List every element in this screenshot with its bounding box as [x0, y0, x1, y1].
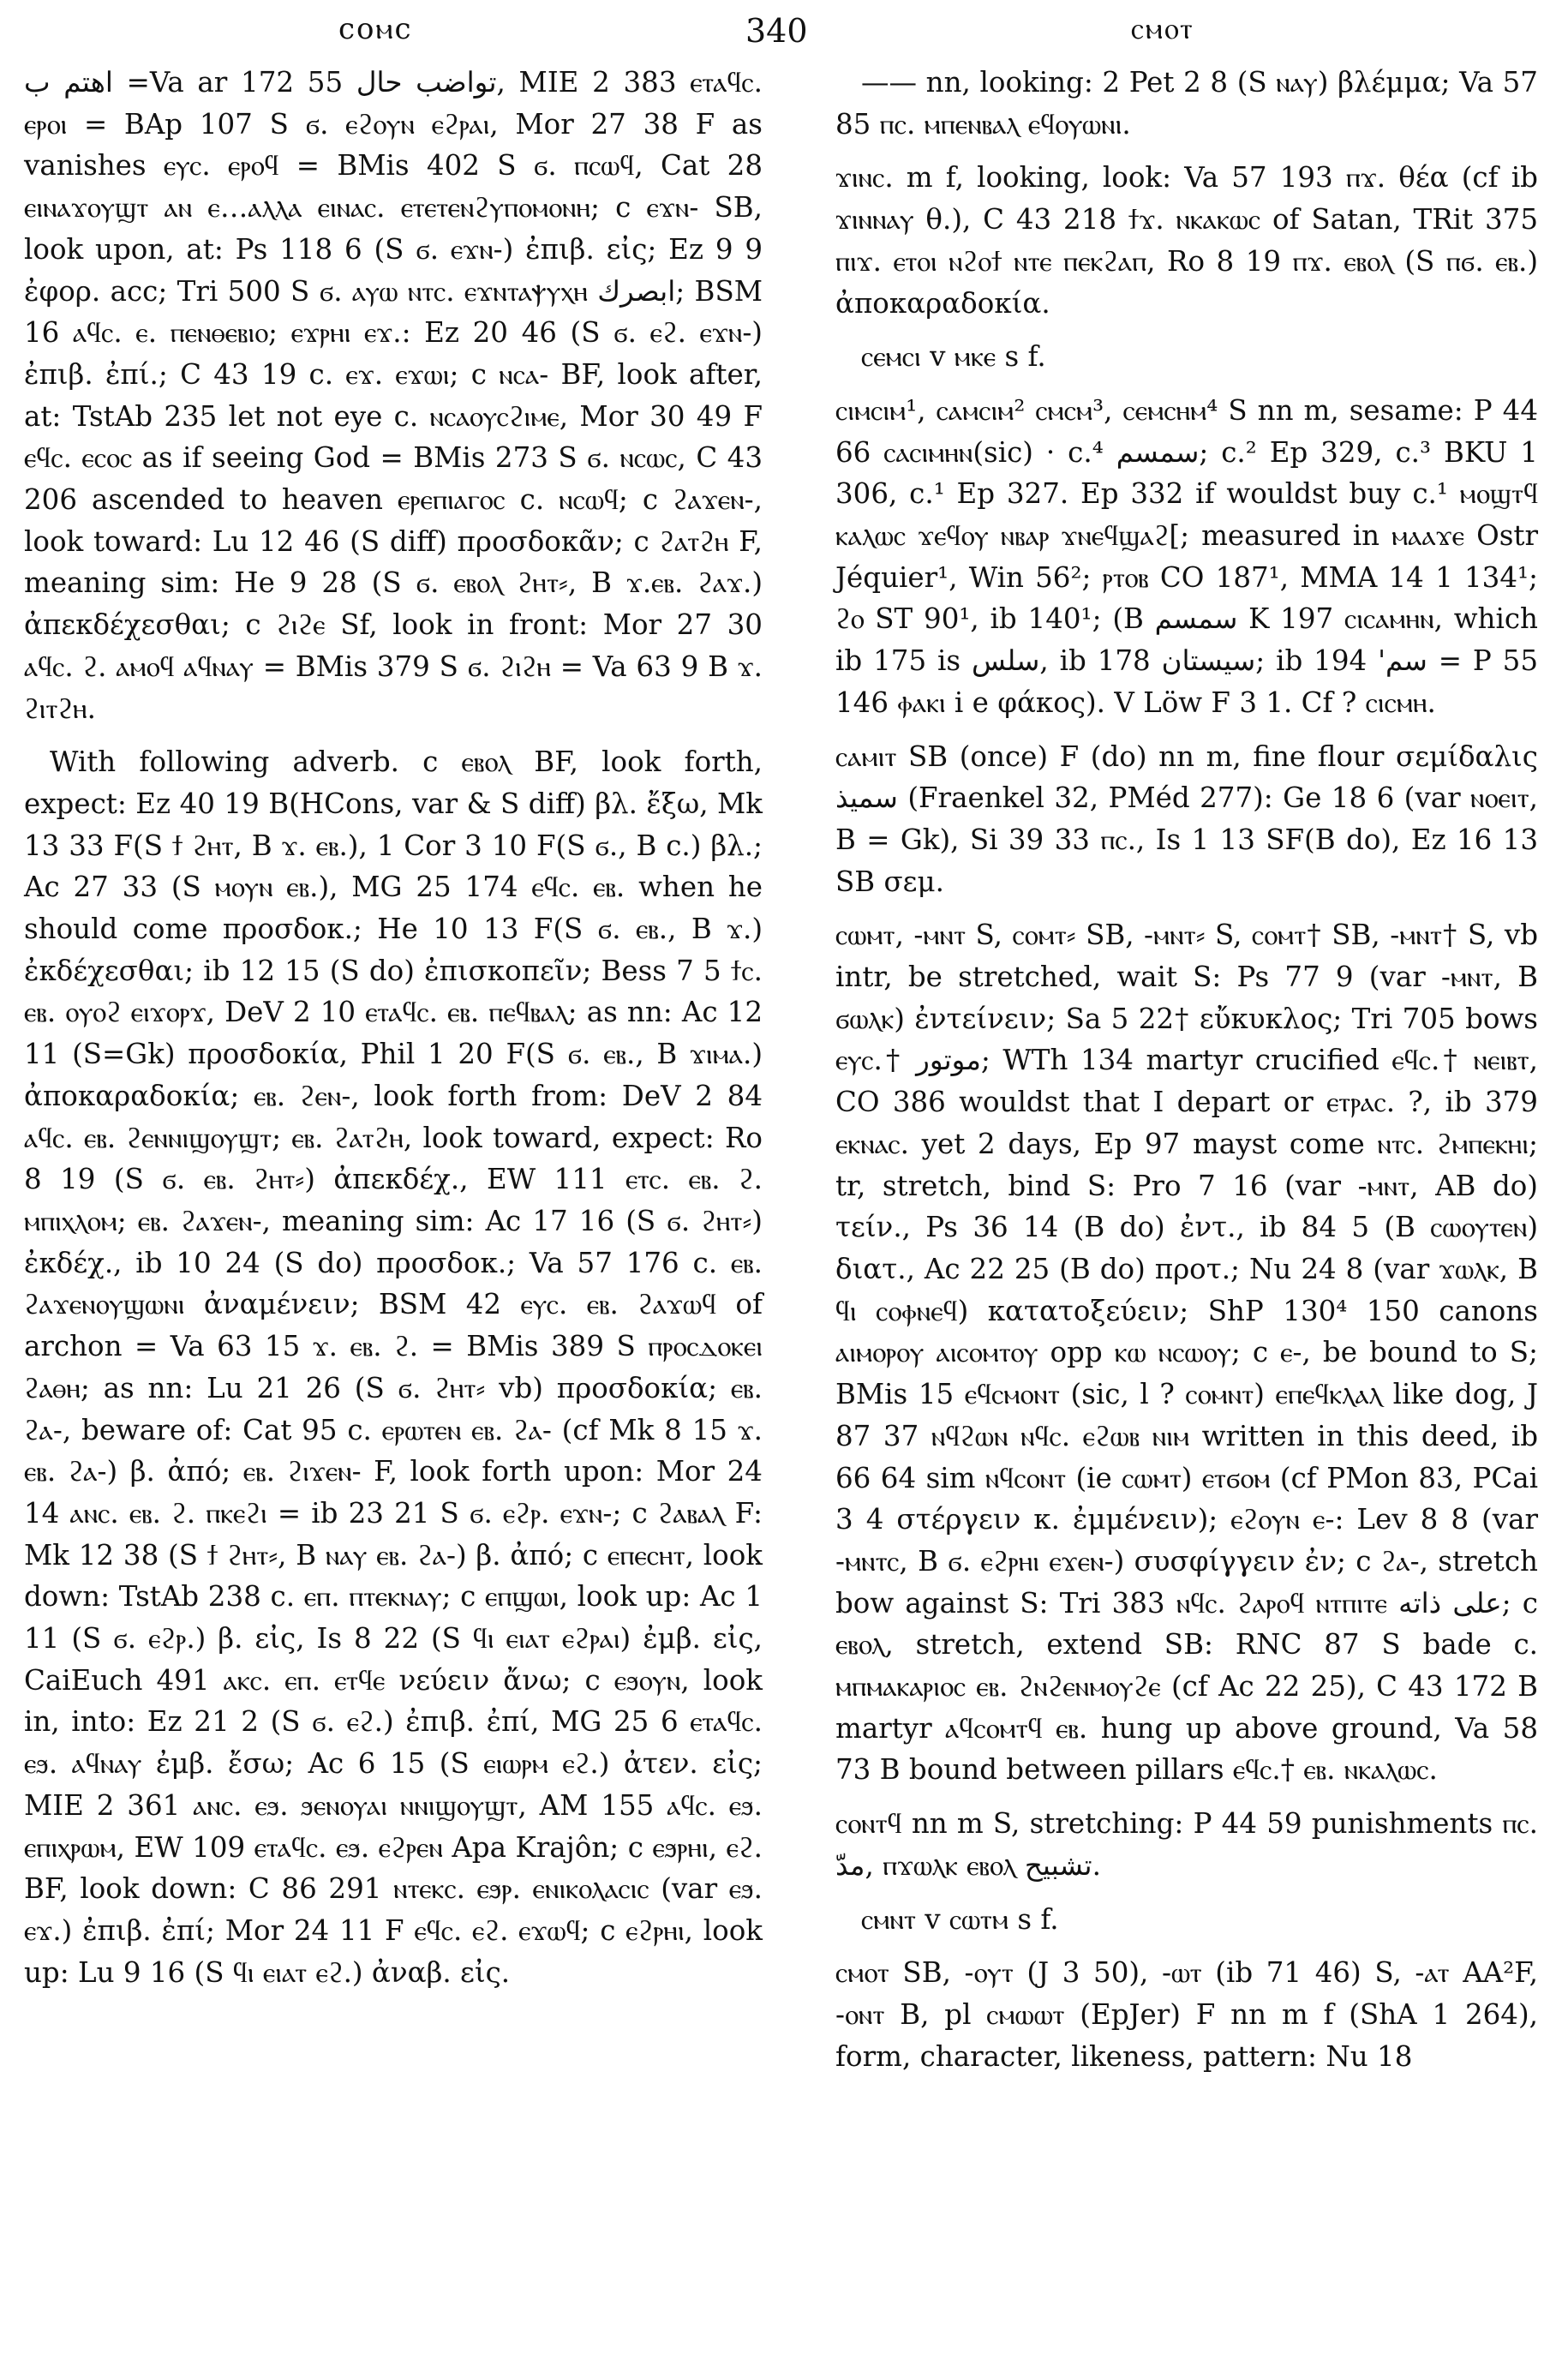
entry-paragraph: ⲥⲙⲟⲧ SB, -ⲟⲩⲧ (J 3 50), -ⲱⲧ (ib 71 46) S, -ⲁⲧ AA²F, -ⲟⲛⲧ B, pl ⲥⲙⲱⲱⲧ (EpJer) F nn m f (ShA 1 264), form, character, likeness, pattern: Nu 18: [835, 1956, 1538, 2073]
entry-paragraph: اهتم ب =Va ar 172 55 تواضب حال, MIE 2 383 ⲉⲧⲁϥⲥ. ⲉⲣⲟⲓ = BAp 107 S ϭ. ⲉϩⲟⲩⲛ ⲉϩⲣⲁⲓ, Mor 27 38 F as vanishes ⲉⲩⲥ. ⲉⲣⲟϥ = BMis 402 S ϭ. ⲡⲥⲱϥ, Cat 28 ⲉⲓⲛⲁϫⲟⲩϣⲧ ⲁⲛ ⲉ…ⲁⲗⲗⲁ ⲉⲓⲛⲁⲥ. ⲉⲧⲉⲧⲉⲛϩⲩⲡⲟⲙⲟⲛⲏ; c ⲉϫⲛ- SB, look upon, at: Ps 118 6 (S ϭ. ⲉϫⲛ-) ἐπιβ. εἰς; Ez 9 9 ἐφορ. acc; Tri 500 S ϭ. ⲁⲩⲱ ⲛⲧⲥ. ⲉϫⲛⲧⲁⲯⲩⲭⲏ ابصرك; BSM 16 ⲁϥⲥ. ⲉ. ⲡⲉⲛⲑⲉⲃⲓⲟ; ⲉϫⲣⲏⲓ ⲉϫ.: Ez 20 46 (S ϭ. ⲉϩ. ⲉϫⲛ-) ἐπιβ. ἐπί.; C 43 19 c. ⲉϫ. ⲉϫⲱⲓ; c ⲛⲥⲁ- BF, look after, at: TstAb 235 let not eye c. ⲛⲥⲁⲟⲩⲥϩⲓⲙⲉ, Mor 30 49 F ⲉϥⲥ. ⲉⲥⲟⲥ as if seeing God = BMis 273 S ϭ. ⲛⲥⲱⲥ, C 43 206 ascended to heaven ⲉⲣⲉⲡⲓⲁⲅⲟⲥ c. ⲛⲥⲱϥ; c ϩⲁϫⲉⲛ-, look toward: Lu 12 46 (S diff) προσδοκᾶν; c ϩⲁⲧϩⲏ F, meaning sim: He 9 28 (S ϭ. ⲉⲃⲟⲗ ϩⲏⲧ⸗, B ϫ.ⲉⲃ. ϩⲁϫ.) ἀπεκδέχεσθαι; c ϩⲓϩⲉ Sf, look in front: Mor 27 30 ⲁϥⲥ. ϩ. ⲁⲙⲟϥ ⲁϥⲛⲁⲩ = BMis 379 S ϭ. ϩⲓϩⲏ = Va 63 9 B ϫ. ϩⲓⲧϩⲏ.: [24, 66, 763, 725]
entry-paragraph: —— nn, looking: 2 Pet 2 8 (S ⲛⲁⲩ) βλέμμα; Va 57 85 ⲡⲥ. ⲙⲡⲉⲛⲃⲁⲗ ⲉϥⲟⲩⲱⲛⲓ.: [835, 66, 1538, 141]
entry-paragraph: ⲥⲟⲛⲧϥ nn m S, stretching: P 44 59 punishments ⲡⲥ. مدّ, ⲡϫⲱⲗⲕ ⲉⲃⲟⲗ تشبيح.: [835, 1807, 1538, 1882]
page-number: 340: [745, 12, 808, 50]
entry-paragraph: ⲥⲱⲙⲧ, -ⲙⲛⲧ S, ⲥⲟⲙⲧ⸗ SB, -ⲙⲛⲧ⸗ S, ⲥⲟⲙⲧ† SB, -ⲙⲛⲧ† S, vb intr, be stretched, wait S: Ps 77 9 (var -ⲙⲛⲧ, B ϭⲱⲗⲕ) ἐντείνειν; Sa 5 22† εὔκυκλος; Tri 705 bows ⲉⲩⲥ.† موتور; WTh 134 martyr crucified ⲉϥⲥ.† ⲛⲉⲓⲃⲧ, CO 386 wouldst that I depart or ⲉⲧⲣⲁⲥ. ?, ib 379 ⲉⲕⲛⲁⲥ. yet 2 days, Ep 97 mayst come ⲛⲧⲥ. ϩⲙⲡⲉⲕⲏⲓ; tr, stretch, bind S: Pro 7 16 (var -ⲙⲛⲧ, AB do) τείν., Ps 36 14 (B do) ἐντ., ib 84 5 (B ⲥⲱⲟⲩⲧⲉⲛ) διατ., Ac 22 25 (B do) προτ.; Nu 24 8 (var ϫⲱⲗⲕ, B ϥⲓ ⲥⲟⲫⲛⲉϥ) κατατοξεύειν; ShP 130⁴ 150 canons ⲁⲓⲙⲟⲣⲟⲩ ⲁⲓⲥⲟⲙⲧⲟⲩ opp ⲕⲱ ⲛⲥⲱⲟⲩ; c ⲉ-, be bound to S; BMis 15 ⲉϥⲥⲙⲟⲛⲧ (sic, l ? ⲥⲟⲙⲛⲧ) ⲉⲡⲉϥⲕⲗⲁⲗ like dog, J 87 37 ⲛϥϩⲱⲛ ⲛϥⲥ. ⲉϩⲱⲃ ⲛⲓⲙ written in this deed, ib 66 64 sim ⲛϥⲥⲟⲛⲧ (ie ⲥⲱⲙⲧ) ⲉⲧϭⲟⲙ (cf PMon 83, PCai 3 4 στέργειν κ. ἐμμένειν); ⲉϩⲟⲩⲛ ⲉ-: Lev 8 8 (var -ⲙⲛⲧⲥ, B ϭ. ⲉϩⲣⲏⲓ ⲉϫⲉⲛ-) συσφίγγειν ἐν; c ϩⲁ-, stretch bow against S: Tri 383 ⲛϥⲥ. ϩⲁⲣⲟϥ ⲛⲧⲡⲓⲧⲉ على ذاته; c ⲉⲃⲟⲗ, stretch, extend SB: RNC 87 S bade c. ⲙⲡⲙⲁⲕⲁⲣⲓⲟⲥ ⲉⲃ. ϩⲛϩⲉⲛⲙⲟⲩϩⲉ (cf Ac 22 25), C 43 172 B martyr ⲁϥⲥⲟⲙⲧϥ ⲉⲃ. hung up above ground, Va 58 73 B bound between pillars ⲉϥⲥ.† ⲉⲃ. ⲛⲕⲁⲗⲱⲥ.: [835, 919, 1538, 1787]
entry-paragraph: ⲥⲁⲙⲓⲧ SB (once) F (do) nn m, fine flour σεμίδαλις سميذ (Fraenkel 32, PMéd 277): Ge 18 6 (var ⲛⲟⲉⲓⲧ, B = Gk), Si 39 33 ⲡⲥ., Is 1 13 SF(B do), Ez 16 13 SB σεμ.: [835, 739, 1538, 898]
running-head-right: ⲥⲙⲟⲧ: [1131, 12, 1194, 46]
entry-paragraph: ⲥⲙⲛⲧ v ⲥⲱⲧⲙ s f.: [861, 1902, 1059, 1936]
left-column: [24, 62, 763, 2005]
entry-paragraph: ⲥⲓⲙⲥⲓⲙ¹, ⲥⲁⲙⲥⲓⲙ² ⲥⲙⲥⲙ³, ⲥⲉⲙⲥⲏⲙ⁴ S nn m, sesame: P 44 66 ⲥⲁⲥⲓⲙⲏⲛ(sic) · c.⁴ سمسم; c.² Ep 329, c.³ BKU 1 306, c.¹ Ep 327. Ep 332 if wouldst buy c.¹ ⲙⲟϣⲧϥ ⲕⲁⲗⲱⲥ ϫⲉϥⲟⲩ ⲛⲃⲁⲣ ϫⲛⲉϥϣⲁϩ[; measured in ⲙⲁⲁϫⲉ Ostr Jéquier¹, Win 56²; ⲣⲧⲟⲃ CO 187¹, MMA 14 1 134¹; ϩⲟ ST 90¹, ib 140¹; (B سمسم K 197 ⲥⲓⲥⲁⲙⲏⲛ, which ib 175 is سلس, ib 178 سيستان; ib 194 'سم = P 55 146 ⲫⲁⲕⲓ i e φάκος). V Löw F 3 1. Cf ? ⲥⲓⲥⲙⲏ.: [835, 393, 1539, 719]
entry-paragraph: ⲥⲉⲙⲥⲓ v ⲙⲕⲉ s f.: [861, 340, 1046, 374]
entry-paragraph: ϫⲓⲛⲥ. m f, looking, look: Va 57 193 ⲡϫ. θέα (cf ib ϫⲓⲛⲛⲁⲩ θ.), C 43 218 ϯϫ. ⲛⲕⲁⲕⲱⲥ of Satan, TRit 375 ⲡⲓϫ. ⲉⲧⲟⲓ ⲛϩⲟϯ ⲛⲧⲉ ⲡⲉⲕϩⲁⲡ, Ro 8 19 ⲡϫ. ⲉⲃⲟⲗ (S ⲡϭ. ⲉⲃ.) ἀποκαραδοκία.: [835, 161, 1538, 320]
right-column: [835, 62, 1538, 2089]
running-head-left: ϲοⲙϲ: [338, 12, 413, 46]
entry-paragraph: With following adverb. c ⲉⲃⲟⲗ BF, look forth, expect: Ez 40 19 B(HCons, var & S diff) βλ. ἔξω, Mk 13 33 F(S ϯ ϩⲏⲧ, B ϫ. ⲉⲃ.), 1 Cor 3 10 F(S ϭ., B c.) βλ.; Ac 27 33 (S ⲙⲟⲩⲛ ⲉⲃ.), MG 25 174 ⲉϥⲥ. ⲉⲃ. when he should come προσδοκ.; He 10 13 F(S ϭ. ⲉⲃ., B ϫ.) ἐκδέχεσθαι; ib 12 15 (S do) ἐπισκοπεῖν; Bess 7 5 ϯⲥ. ⲉⲃ. ⲟⲩⲟϩ ⲉⲓϫⲟⲣϫ, DeV 2 10 ⲉⲧⲁϥⲥ. ⲉⲃ. ⲡⲉϥⲃⲁⲗ; as nn: Ac 12 11 (S=Gk) προσδοκία, Phil 1 20 F(S ϭ. ⲉⲃ., B ϫⲓⲙⲁ.) ἀποκαραδοκία; ⲉⲃ. ϩⲉⲛ-, look forth from: DeV 2 84 ⲁϥⲥ. ⲉⲃ. ϩⲉⲛⲛⲓϣⲟⲩϣⲧ; ⲉⲃ. ϩⲁⲧϩⲏ, look toward, expect: Ro 8 19 (S ϭ. ⲉⲃ. ϩⲏⲧ⸗) ἀπεκδέχ., EW 111 ⲉⲧⲥ. ⲉⲃ. ϩ. ⲙⲡⲓⲭⲗⲟⲙ; ⲉⲃ. ϩⲁϫⲉⲛ-, meaning sim: Ac 17 16 (S ϭ. ϩⲏⲧ⸗) ἐκδέχ., ib 10 24 (S do) προσδοκ.; Va 57 176 c. ⲉⲃ. ϩⲁϫⲉⲛⲟⲩϣⲱⲛⲓ ἀναμένειν; BSM 42 ⲉⲩⲥ. ⲉⲃ. ϩⲁϫⲱϥ of archon = Va 63 15 ϫ. ⲉⲃ. ϩ. = BMis 389 S ⲡⲣⲟⲥⲇⲟⲕⲉⲓ ϩⲁⲑⲏ; as nn: Lu 21 26 (S ϭ. ϩⲏⲧ⸗ vb) προσδοκία; ⲉⲃ. ϩⲁ-, beware of: Cat 95 c. ⲉⲣⲱⲧⲉⲛ ⲉⲃ. ϩⲁ- (cf Mk 8 15 ϫ. ⲉⲃ. ϩⲁ-) β. ἀπό; ⲉⲃ. ϩⲓϫⲉⲛ- F, look forth upon: Mor 24 14 ⲁⲛⲥ. ⲉⲃ. ϩ. ⲡⲕⲉϩⲓ = ib 23 21 S ϭ. ⲉϩⲣ. ⲉϫⲛ-; c ϩⲁⲃⲁⲗ F: Mk 12 38 (S ϯ ϩⲏⲧ⸗, B ⲛⲁⲩ ⲉⲃ. ϩⲁ-) β. ἀπό; c ⲉⲡⲉⲥⲏⲧ, look down: TstAb 238 c. ⲉⲡ. ⲡⲧⲉⲕⲛⲁⲩ; c ⲉⲡϣⲱⲓ, look up: Ac 1 11 (S ϭ. ⲉϩⲣ.) β. εἰς, Is 8 22 (S ϥⲓ ⲉⲓⲁⲧ ⲉϩⲣⲁⲓ) ἐμβ. εἰς, CaiEuch 491 ⲁⲕⲥ. ⲉⲡ. ⲉⲧϥⲉ νεύειν ἄνω; c ⲉϧⲟⲩⲛ, look in, into: Ez 21 2 (S ϭ. ⲉϩ.) ἐπιβ. ἐπί, MG 25 6 ⲉⲧⲁϥⲥ. ⲉϧ. ⲁϥⲛⲁⲩ ἐμβ. ἔσω; Ac 6 15 (S ⲉⲓⲱⲣⲙ ⲉϩ.) ἀτεν. εἰς; MIE 2 361 ⲁⲛⲥ. ⲉϧ. ϧⲉⲛⲟⲩⲁⲓ ⲛⲛⲓϣⲟⲩϣⲧ, AM 155 ⲁϥⲥ. ⲉϧ. ⲉⲡⲓⲭⲣⲱⲙ, EW 109 ⲉⲧⲁϥⲥ. ⲉϧ. ⲉϩⲣⲉⲛ Apa Krajôn; c ⲉϧⲣⲏⲓ, ⲉϩ. BF, look down: C 86 291 ⲛⲧⲉⲕⲥ. ⲉϧⲣ. ⲉⲛⲓⲕⲟⲗⲁⲥⲓⲥ (var ⲉϧ. ⲉϫ.) ἐπιβ. ἐπί; Mor 24 11 F ⲉϥⲥ. ⲉϩ. ⲉϫⲱϥ; c ⲉϩⲣⲏⲓ, look up: Lu 9 16 (S ϥⲓ ⲉⲓⲁⲧ ⲉϩ.) ἀναβ. εἰς.: [24, 745, 763, 1989]
